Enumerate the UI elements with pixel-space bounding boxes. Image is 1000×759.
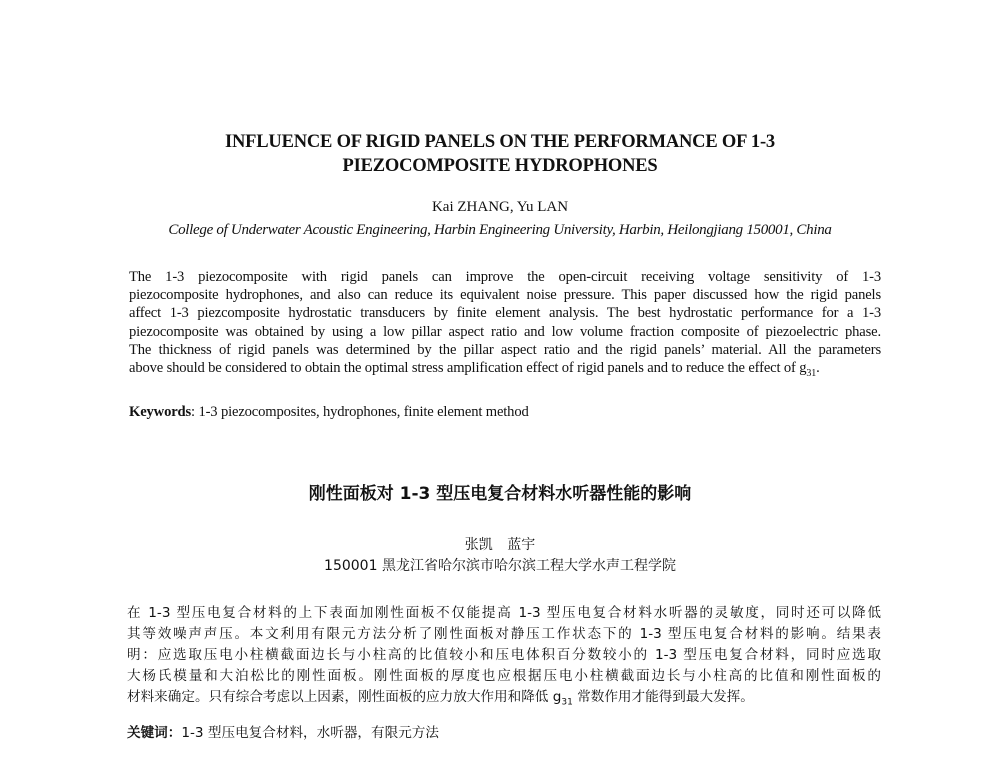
keywords bbox=[129, 404, 529, 421]
chinese-abstract-line: 在 1-3 型压电复合材料的上下表面加刚性面板不仅能提高 1-3 型压电复合材料水听器的灵敏度，同时还可以降低 bbox=[127, 605, 881, 621]
chinese-abstract bbox=[127, 603, 881, 714]
keywords-label: Keywords bbox=[129, 404, 192, 420]
abstract-period: . bbox=[816, 360, 820, 377]
cn-g31-symbol: g bbox=[552, 689, 562, 705]
authors: Kai ZHANG, Yu LAN bbox=[431, 199, 569, 215]
chinese-keywords bbox=[127, 721, 439, 741]
paper-title bbox=[100, 130, 900, 178]
chinese-abstract-line: 大杨氏模量和大泊松比的刚性面板。刚性面板的厚度也应根据压电小柱横截面边长与小柱高的比值和刚性面板的 bbox=[127, 668, 881, 684]
chinese-abstract-end: 常数作用才能得到最大发挥。 bbox=[577, 689, 754, 705]
title-line-1: INFLUENCE OF RIGID PANELS ON THE PERFORMANCE OF 1-3 bbox=[225, 132, 775, 152]
abstract-line: piezocomposite was obtained by using a low pillar aspect ratio and low volume fraction composite of piezoelectric phase. bbox=[129, 323, 881, 340]
chinese-title: 刚性面板对 1-3 型压电复合材料水听器性能的影响 bbox=[308, 484, 692, 504]
title-line-2: PIEZOCOMPOSITE HYDROPHONES bbox=[342, 156, 658, 176]
abstract-line: affect 1-3 piezcomposite hydrostatic transducers by finite element analysis. The best hydrostatic performance for a 1-3 bbox=[129, 305, 881, 322]
abstract bbox=[129, 268, 881, 383]
chinese-keywords-label: 关键词： bbox=[127, 725, 182, 741]
chinese-affiliation: 150001 黑龙江省哈尔滨市哈尔滨工程大学水声工程学院 bbox=[324, 558, 676, 574]
abstract-line: piezocomposite hydrophones, and also can reduce its equivalent noise pressure. This paper discussed how the rigid panels bbox=[129, 287, 881, 304]
abstract-line: The thickness of rigid panels was determined by the pillar aspect ratio and the rigid panels’ material. All the parameters bbox=[129, 341, 881, 358]
chinese-keywords-text: 1-3 型压电复合材料，水听器，有限元方法 bbox=[181, 725, 439, 741]
abstract-last-line bbox=[129, 359, 881, 383]
g31-symbol: g bbox=[799, 360, 807, 377]
abstract-line: The 1-3 piezocomposite with rigid panels can improve the open-circuit receiving voltage sensitivity of 1-3 bbox=[129, 269, 881, 285]
chinese-abstract-line: 材料来确定。只有综合考虑以上因素，刚性面板的应力放大作用和降低 bbox=[127, 689, 549, 705]
chinese-abstract-line: 明：应选取压电小柱横截面边长与小柱高的比值较小和压电体积百分数较小的 1-3 型压电复合材料，同时应选取 bbox=[127, 647, 881, 663]
chinese-abstract-line: 其等效噪声声压。本文利用有限元方法分析了刚性面板对静压工作状态下的 1-3 型压电复合材料的影响。结果表 bbox=[127, 626, 881, 642]
cn-g31-subscript: 31 bbox=[561, 697, 573, 708]
chinese-authors: 张凯 蓝宇 bbox=[464, 537, 536, 553]
abstract-line: above should be considered to obtain the optimal stress amplification effect of rigid panels and to reduce the effect of bbox=[129, 360, 796, 377]
keywords-text: : 1-3 piezocomposites, hydrophones, finite element method bbox=[191, 404, 529, 420]
chinese-abstract-last-line bbox=[127, 687, 881, 714]
g31-subscript: 31 bbox=[806, 367, 817, 379]
affiliation: College of Underwater Acoustic Engineering, Harbin Engineering University, Harbin, Heilongjiang 150001, China bbox=[168, 222, 832, 238]
